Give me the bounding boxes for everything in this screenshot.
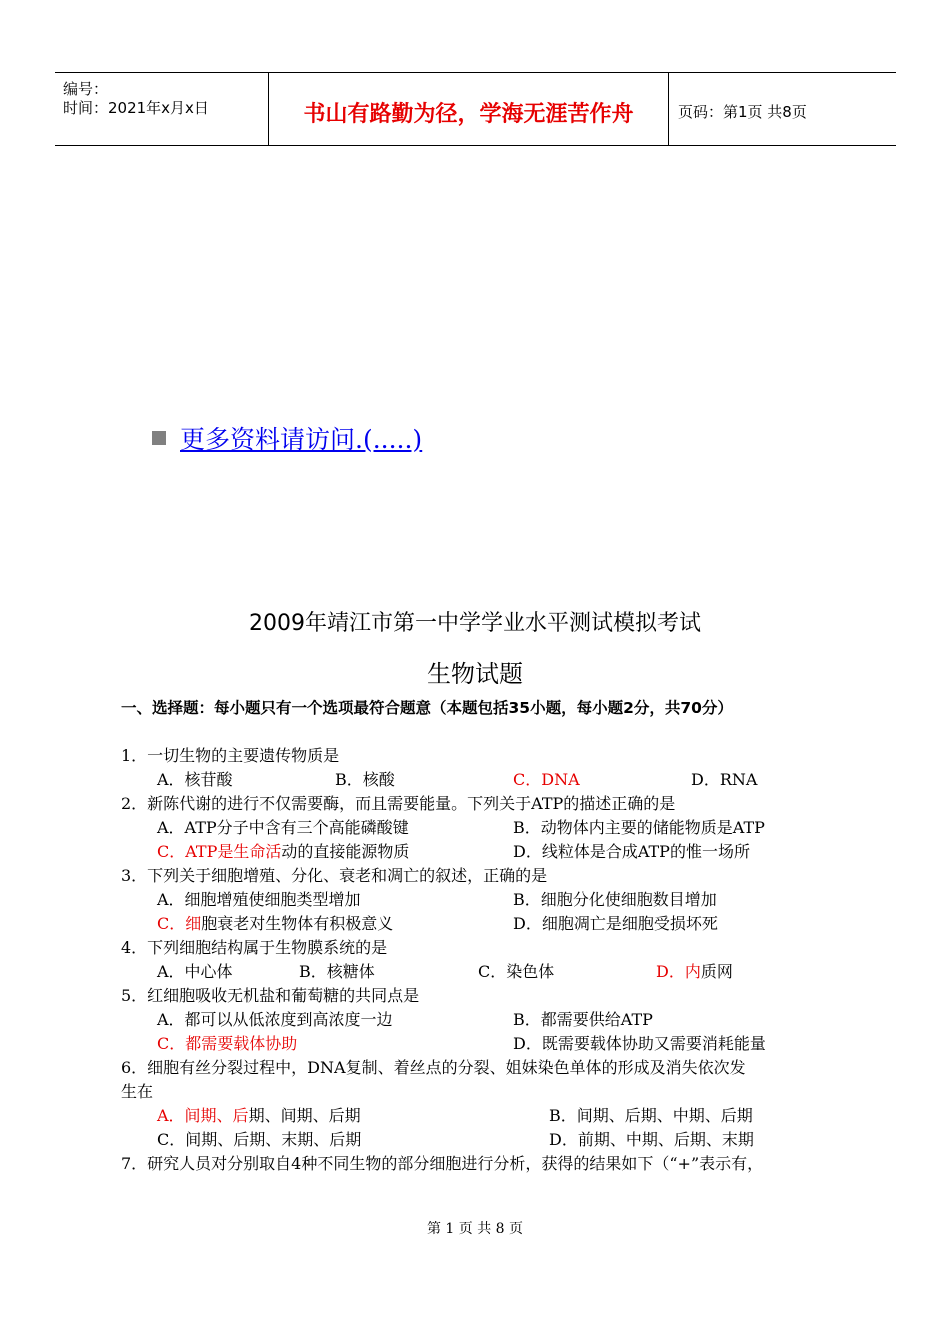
option-d: D．既需要载体协助又需要消耗能量: [513, 1034, 766, 1053]
header-motto-cell: [268, 73, 669, 145]
exam-title: 2009年靖江市第一中学学业水平测试模拟考试: [249, 611, 701, 636]
option-b: B．间期、后期、中期、后期: [549, 1106, 753, 1125]
question-stem: 1．一切生物的主要遗传物质是: [121, 746, 340, 765]
time-label: 时间：2021年x月x日: [63, 99, 209, 117]
option-a-rest: 期、间期、后期: [248, 1106, 361, 1125]
option-d: D．细胞凋亡是细胞受损坏死: [513, 914, 718, 933]
option-d-answer-part: D．内: [656, 962, 701, 981]
question-stem-continued: 生在: [121, 1082, 154, 1101]
option-b: B．核酸: [335, 770, 395, 789]
exam-subtitle: 生物试题: [427, 660, 523, 688]
square-bullet-icon: [152, 431, 166, 445]
page-code: 页码：第1页 共8页: [678, 103, 807, 121]
option-c-answer: C．都需要载体协助: [157, 1034, 298, 1053]
option-a: A．细胞增殖使细胞类型增加: [157, 890, 361, 909]
option-c: [157, 840, 409, 864]
option-d-rest: 质网: [700, 962, 733, 981]
page-header: [55, 72, 896, 146]
header-page-cell: [668, 73, 896, 145]
option-c-answer-part: C．细: [157, 914, 202, 933]
question-stem: 4．下列细胞结构属于生物膜系统的是: [121, 938, 388, 957]
header-info-cell: [55, 73, 268, 145]
question-stem: 6．细胞有丝分裂过程中，DNA复制、着丝点的分裂、姐妹染色单体的形成及消失依次发: [121, 1058, 746, 1077]
option-c: C．间期、后期、末期、后期: [157, 1130, 362, 1149]
option-c-answer: C．DNA: [513, 770, 580, 789]
option-a: A．ATP分子中含有三个高能磷酸键: [157, 818, 409, 837]
question-stem: 3．下列关于细胞增殖、分化、衰老和凋亡的叙述，正确的是: [121, 866, 548, 885]
option-b: B．都需要供给ATP: [513, 1010, 653, 1029]
option-a-answer-part: A．间期、后: [157, 1106, 249, 1125]
option-a: A．核苷酸: [157, 770, 233, 789]
option-b: B．核糖体: [299, 962, 375, 981]
option-b: B．细胞分化使细胞数目增加: [513, 890, 717, 909]
option-c: C．染色体: [478, 962, 555, 981]
option-a: A．中心体: [157, 962, 233, 981]
section-heading: 一、选择题：每小题只有一个选项最符合题意（本题包括35小题，每小题2分，共70分）: [121, 699, 733, 717]
option-a: A．都可以从低浓度到高浓度一边: [157, 1010, 393, 1029]
option-c: [157, 912, 393, 936]
number-label: 编号：: [63, 80, 109, 98]
question-stem: 7．研究人员对分别取自4种不同生物的部分细胞进行分析，获得的结果如下（“+”表示有，: [121, 1154, 764, 1173]
option-d: D．RNA: [691, 770, 758, 789]
option-c-rest: 动的直接能源物质: [281, 842, 410, 861]
option-c-answer-part: C．ATP是生命活: [157, 842, 282, 861]
page-footer: 第 1 页 共 8 页: [426, 1221, 524, 1237]
option-d: D．前期、中期、后期、末期: [549, 1130, 754, 1149]
option-a: [157, 1104, 361, 1128]
option-b: B．动物体内主要的储能物质是ATP: [513, 818, 765, 837]
question-stem: 2．新陈代谢的进行不仅需要酶，而且需要能量。下列关于ATP的描述正确的是: [121, 794, 676, 813]
option-d: [656, 960, 733, 984]
option-c-rest: 胞衰老对生物体有积极意义: [201, 914, 394, 933]
more-resources: [152, 420, 422, 456]
question-stem: 5．红细胞吸收无机盐和葡萄糖的共同点是: [121, 986, 420, 1005]
motto-text: 书山有路勤为径，学海无涯苦作舟: [303, 102, 634, 127]
more-resources-link[interactable]: 更多资料请访问.(.....): [180, 425, 423, 454]
option-d: D．线粒体是合成ATP的惟一场所: [513, 842, 750, 861]
